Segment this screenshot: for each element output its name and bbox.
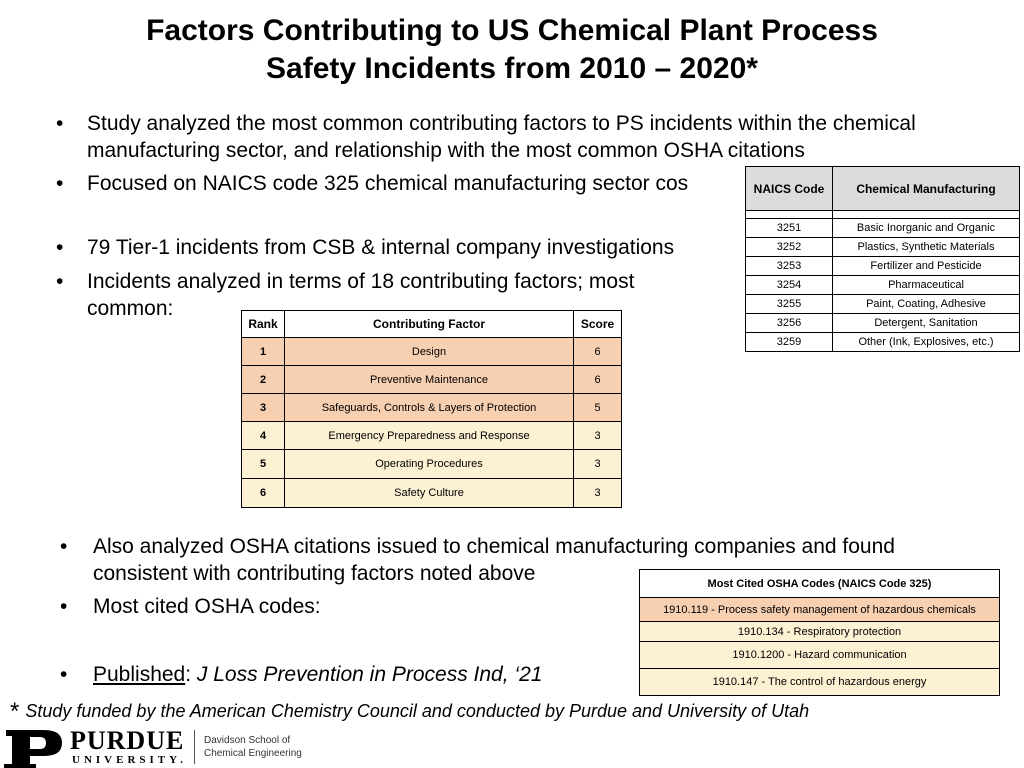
published-label: Published xyxy=(93,663,186,686)
bullet-study-line1: Study analyzed the most common contributing factors to PS incidents within the chemical xyxy=(87,112,916,135)
naics-code: 3252 xyxy=(746,238,833,257)
factors-header-score: Score xyxy=(574,311,622,338)
slide-title xyxy=(0,12,1024,88)
bullet-dot: • xyxy=(56,112,64,135)
score-cell: 6 xyxy=(574,338,622,366)
bullet-factors-line1: Incidents analyzed in terms of 18 contributing factors; most xyxy=(87,270,635,293)
rank-cell: 2 xyxy=(242,366,285,394)
bullet-published xyxy=(60,661,620,688)
naics-code: 3255 xyxy=(746,295,833,314)
bullet-incidents xyxy=(56,234,736,261)
rank-cell: 5 xyxy=(242,450,285,479)
bullet-dot: • xyxy=(56,172,64,195)
factors-header-rank: Rank xyxy=(242,311,285,338)
rank-cell: 6 xyxy=(242,479,285,508)
factor-cell: Operating Procedures xyxy=(285,450,574,479)
naics-code: 3256 xyxy=(746,314,833,333)
footnote xyxy=(10,698,809,726)
bullet-dot: • xyxy=(60,535,68,558)
table-row xyxy=(640,598,1000,622)
naics-header-row xyxy=(746,167,1020,211)
rank-cell: 4 xyxy=(242,422,285,450)
naics-code: 3253 xyxy=(746,257,833,276)
factor-cell: Safety Culture xyxy=(285,479,574,508)
table-row xyxy=(640,642,1000,669)
naics-table xyxy=(745,166,1020,352)
factor-cell: Preventive Maintenance xyxy=(285,366,574,394)
footnote-text: Study funded by the American Chemistry Council and conducted by Purdue and University of Utah xyxy=(25,701,810,721)
factors-header-row xyxy=(242,311,622,338)
naics-header-code: NAICS Code xyxy=(746,167,833,211)
table-row xyxy=(242,422,622,450)
factors-table xyxy=(241,310,622,508)
table-row xyxy=(746,333,1020,352)
bullet-dot: • xyxy=(60,595,68,618)
naics-code: 3254 xyxy=(746,276,833,295)
bullet-study-line2: manufacturing sector, and relationship with the most common OSHA citations xyxy=(87,139,805,162)
table-row xyxy=(746,219,1020,238)
osha-code-cell: 1910.147 - The control of hazardous energy xyxy=(640,669,1000,696)
table-row xyxy=(640,669,1000,696)
table-row xyxy=(746,314,1020,333)
score-cell: 5 xyxy=(574,394,622,422)
table-row xyxy=(640,622,1000,642)
department-name xyxy=(204,734,302,760)
bullet-incidents-text: 79 Tier-1 incidents from CSB & internal company investigations xyxy=(87,236,675,259)
naics-header-category: Chemical Manufacturing xyxy=(833,167,1020,211)
table-row xyxy=(242,394,622,422)
osha-header-row xyxy=(640,570,1000,598)
osha-table xyxy=(639,569,1000,696)
purdue-p-icon xyxy=(4,728,66,768)
naics-category: Pharmaceutical xyxy=(833,276,1020,295)
department-line-1: Davidson School of xyxy=(204,735,291,746)
naics-code: 3251 xyxy=(746,219,833,238)
table-row xyxy=(746,295,1020,314)
purdue-university: UNIVERSITY. xyxy=(72,754,187,766)
osha-code-cell: 1910.134 - Respiratory protection xyxy=(640,622,1000,642)
table-row xyxy=(242,479,622,508)
naics-code: 3259 xyxy=(746,333,833,352)
purdue-logo xyxy=(4,728,304,768)
table-row xyxy=(242,338,622,366)
osha-header: Most Cited OSHA Codes (NAICS Code 325) xyxy=(640,570,1000,598)
naics-category: Paint, Coating, Adhesive xyxy=(833,295,1020,314)
table-row xyxy=(242,366,622,394)
table-row xyxy=(746,238,1020,257)
factor-cell: Design xyxy=(285,338,574,366)
department-line-2: Chemical Engineering xyxy=(204,748,302,759)
rank-cell: 3 xyxy=(242,394,285,422)
footnote-star: * xyxy=(10,698,20,725)
factors-header-factor: Contributing Factor xyxy=(285,311,574,338)
naics-category: Fertilizer and Pesticide xyxy=(833,257,1020,276)
purdue-wordmark: PURDUE xyxy=(70,726,185,755)
bullet-most-cited xyxy=(60,593,560,620)
score-cell: 3 xyxy=(574,450,622,479)
bullet-naics xyxy=(56,170,736,197)
factor-cell: Emergency Preparedness and Response xyxy=(285,422,574,450)
table-row xyxy=(746,276,1020,295)
bullet-study xyxy=(56,110,1006,164)
score-cell: 3 xyxy=(574,422,622,450)
naics-category: Other (Ink, Explosives, etc.) xyxy=(833,333,1020,352)
osha-code-cell: 1910.119 - Process safety management of hazardous chemicals xyxy=(640,598,1000,622)
table-row xyxy=(242,450,622,479)
published-journal: J Loss Prevention in Process Ind, ‘21 xyxy=(196,663,543,686)
naics-category: Basic Inorganic and Organic xyxy=(833,219,1020,238)
bullet-most-cited-text: Most cited OSHA codes: xyxy=(93,595,321,618)
title-line-2: Safety Incidents from 2010 – 2020* xyxy=(266,52,758,85)
score-cell: 3 xyxy=(574,479,622,508)
naics-spacer-row xyxy=(746,211,1020,219)
bullet-factors-line2: common: xyxy=(87,297,174,320)
bullet-naics-text: Focused on NAICS code 325 chemical manufacturing sector cos xyxy=(87,172,689,195)
osha-code-cell: 1910.1200 - Hazard communication xyxy=(640,642,1000,669)
naics-category: Plastics, Synthetic Materials xyxy=(833,238,1020,257)
naics-category: Detergent, Sanitation xyxy=(833,314,1020,333)
title-line-1: Factors Contributing to US Chemical Plant Process xyxy=(146,14,878,47)
bullet-dot: • xyxy=(56,236,64,259)
published-sep: : xyxy=(185,663,197,686)
published-line xyxy=(93,661,542,688)
table-row xyxy=(746,257,1020,276)
logo-divider xyxy=(194,730,195,764)
bullet-dot: • xyxy=(56,270,64,293)
factor-cell: Safeguards, Controls & Layers of Protection xyxy=(285,394,574,422)
bullet-osha-analysis-line1: Also analyzed OSHA citations issued to chemical manufacturing companies and found xyxy=(93,535,895,558)
rank-cell: 1 xyxy=(242,338,285,366)
bullet-dot: • xyxy=(60,663,68,686)
bullet-osha-analysis-line2: consistent with contributing factors noted above xyxy=(93,562,536,585)
score-cell: 6 xyxy=(574,366,622,394)
